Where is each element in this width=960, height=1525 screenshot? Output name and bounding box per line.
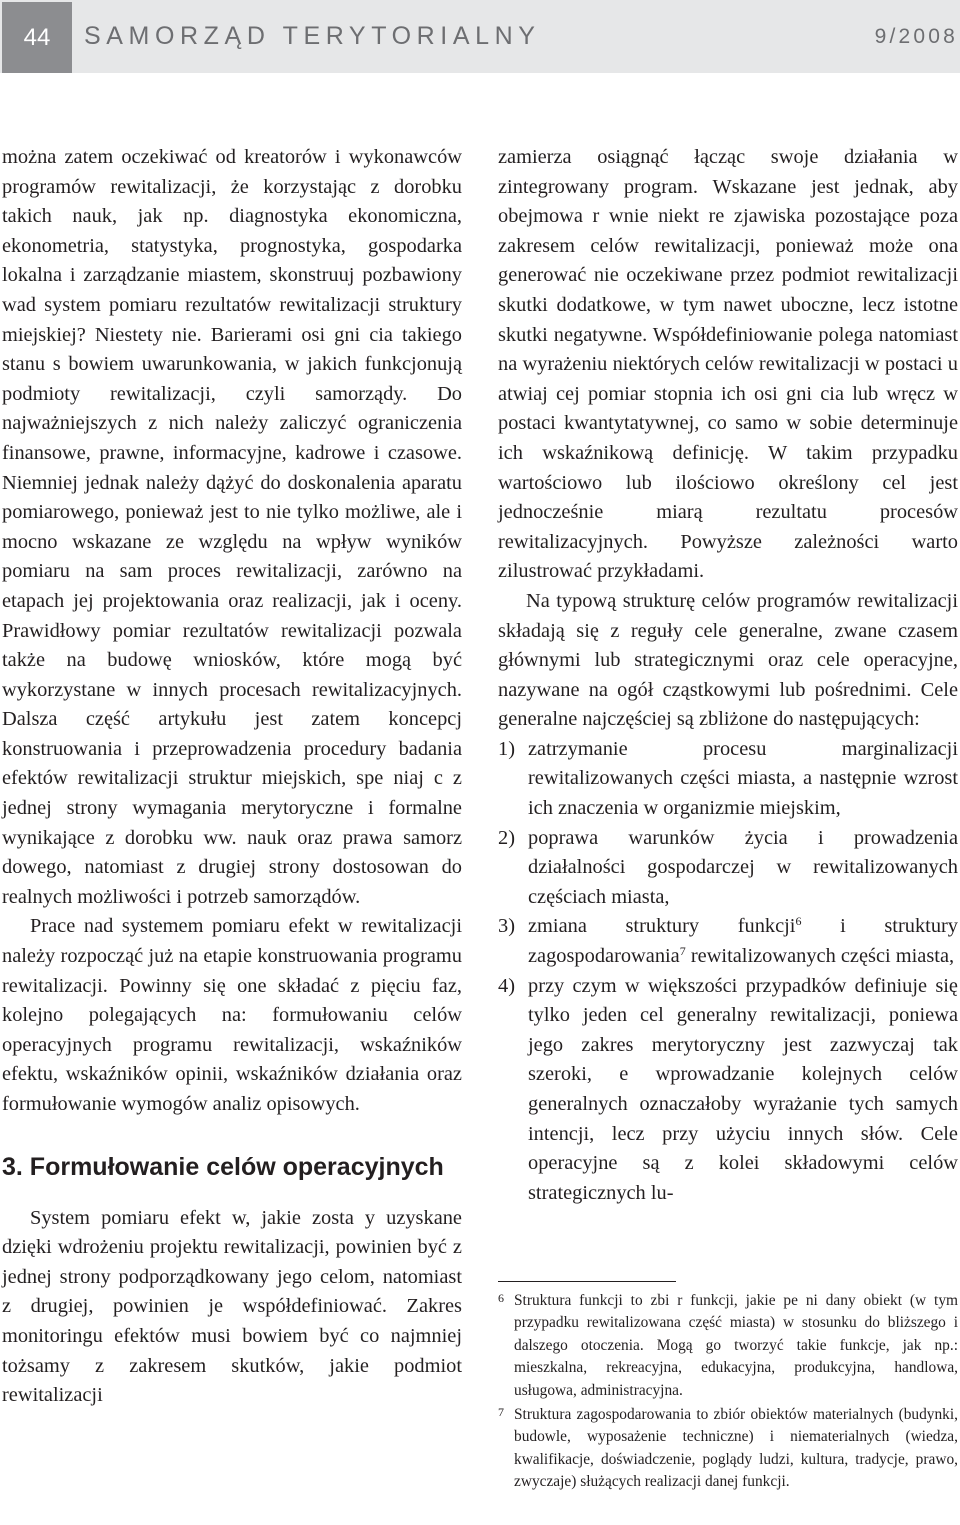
paragraph: Prace nad systemem pomiaru efekt w rewitalizacji należy rozpocząć już na etapie konstruowania programu rewitalizacji. Powinny się one składać z pięciu faz, kolejno polegających na: formułowaniu celów operacyjnych programu rewitalizacji, wskaźników efektu, wskaźników opinii, wskaźników działania oraz formułowanie wymogów analiz opisowych. xyxy=(2,915,462,1115)
list-item-text: i struktury zagospodarowania xyxy=(528,915,958,968)
list-item xyxy=(498,912,958,971)
list-item-text: rewitalizowanych części miasta, xyxy=(685,945,955,968)
footnote-text: Struktura funkcji to zbi r funkcji, jakie pe ni dany obiekt (w tym przypadku rewitalizowana część miasta) w stosunku do bliższego i dalszego otoczenia. Mogą go tworzyć takie funkcje, jak np.: mieszkalna, rekreacyjna, edukacyjna, produkcyjna, handlowa, usługowa, administracyjna. xyxy=(514,1292,958,1399)
footnote xyxy=(498,1290,958,1402)
goals-list xyxy=(498,735,958,1209)
list-item xyxy=(498,972,958,1209)
section-heading: 3. Formułowanie celów operacyjnych xyxy=(2,1152,444,1181)
journal-title: SAMORZĄD TERYTORIALNY xyxy=(84,22,541,50)
list-item-text: poprawa warunków życia i prowadzenia działalności gospodarczej w rewitalizowanych częściach miasta, xyxy=(528,826,958,908)
footnote-ref[interactable]: 7 xyxy=(679,944,686,959)
footnotes xyxy=(498,1281,958,1496)
footnote-ref[interactable]: 6 xyxy=(795,914,802,929)
right-column xyxy=(498,143,958,1208)
list-item-number: 2) xyxy=(498,826,515,849)
list-item xyxy=(498,735,958,824)
footnote-number: 7 xyxy=(498,1405,504,1420)
footnote-number: 6 xyxy=(498,1291,504,1305)
left-column xyxy=(2,143,462,1411)
paragraph: Na typową strukturę celów programów rewitalizacji składają się z reguły cele generalne, zwane czasem głównymi lub strategicznymi oraz cele operacyjne, nazywane na ogół cząstkowymi lub pośrednimi. Cele generalne najczęściej są zbliżone do następujących: xyxy=(498,589,958,731)
paragraph: można zatem oczekiwać od kreatorów i wykonawców programów rewitalizacji, że korzystając z dorobku takich nauk, jak np. diagnostyka ekonomiczna, ekonometria, statystyka, prognostyka, gospodarka lokalna i zarządzanie miastem, skonstruuj pozbawiony wad system pomiaru rezultatów rewitalizacji struktury miejskiej? Niestety nie. Barierami osi gni cia takiego stanu s bowiem uwarunkowania, w jakich funkcjonują podmioty rewitalizacji, czyli samorządy. Do najważniejszych z nich należy zaliczyć ograniczenia finansowe, prawne, informacyjne, kadrowe i czasowe. Niemniej jednak należy dążyć do doskonalenia aparatu pomiarowego, ponieważ jest to nie tylko możliwe, ale i mocno wskazane ze względu na wpływ wyników pomiaru na sam proces rewitalizacji, zarówno na etapach jej projektowania oraz realizacji, jak i oceny. Prawidłowy pomiar rezultatów rewitalizacji pozwala także na budowę wniosków, które mogą być wykorzystane w innych procesach rewitalizacyjnych. Dalsza część artykułu jest zatem koncepcj konstruowania i przeprowadzenia procedury badania efektów rewitalizacji struktur miejskich, spe niaj c z jednej strony wymagania merytoryczne i formalne wynikające z dorobku ww. nauk oraz prawa samorz dowego, natomiast z drugiej strony dostosowan do realnych możliwości i potrzeb samorządów. xyxy=(2,146,462,908)
footnote xyxy=(498,1404,958,1494)
list-item-text: zatrzymanie procesu marginalizacji rewitalizowanych części miasta, a następnie wzrost ich znaczenia w organizmie miejskim, xyxy=(528,737,958,820)
footnote-text: Struktura zagospodarowania to zbiór obiektów materialnych (budynki, budowle, wyposażenie techniczne) i niematerialnych (wiedza, kwalifikacje, doświadczenie, poglądy ludzi, kultura, tradycje, prawo, zwyczaje) służących realizacji danej funkcji. xyxy=(514,1406,958,1491)
footnote-divider xyxy=(498,1281,676,1282)
list-item-text: przy czym w większości przypadków definiuje się tylko jeden cel generalny rewitalizacji, poniewa jego zakres merytoryczny jest zazwyczaj tak szeroki, e wprowadzanie kolejnych celów generalnych oznaczałoby wyrażanie tych samych intencji, lecz przy użyciu innych słów. Cele operacyjne są z kolei składowymi celów strategicznych lu- xyxy=(528,974,958,1204)
page-header xyxy=(0,0,960,73)
list-item-number: 3) xyxy=(498,915,515,938)
paragraph: zamierza osiągnąć łącząc swoje działania w zintegrowany program. Wskazane jest jednak, aby obejmowa r wnie niekt re zjawiska pozostające poza zakresem celów rewitalizacji, ponieważ może ona generować nie oczekiwane przez podmiot rewitalizacji skutki dodatkowe, w tym nawet uboczne, lecz istotne skutki negatywne. Współdefiniowanie polega natomiast na wyrażeniu niektórych celów rewitalizacji w postaci u atwiaj cej pomiar stopnia ich osi gni cia lub wręcz w postaci kwantytatywnej, co samo w sobie determinuje ich wskaźnikową definicję. W takim przypadku wartościowo lub ilościowo określony cel jest jednocześnie miarą rezultatu procesów rewitalizacyjnych. Powyższe zależności warto zilustrować przykładami. xyxy=(498,146,958,583)
issue-number: 9/2008 xyxy=(874,25,958,48)
list-item-number: 4) xyxy=(498,974,515,997)
list-item xyxy=(498,824,958,913)
paragraph: System pomiaru efekt w, jakie zosta y uzyskane dzięki wdrożeniu projektu rewitalizacji, powinien być z jednej strony podporządkowany jego celom, natomiast z drugiej, powinien je współdefiniować. Zakres monitoringu efektów musi bowiem być co najmniej tożsamy z zakresem skutków, jakie podmiot rewitalizacji xyxy=(2,1206,462,1407)
list-item-text: zmiana struktury funkcji xyxy=(528,915,796,938)
list-item-number: 1) xyxy=(498,737,515,760)
page-number: 44 xyxy=(2,2,72,73)
